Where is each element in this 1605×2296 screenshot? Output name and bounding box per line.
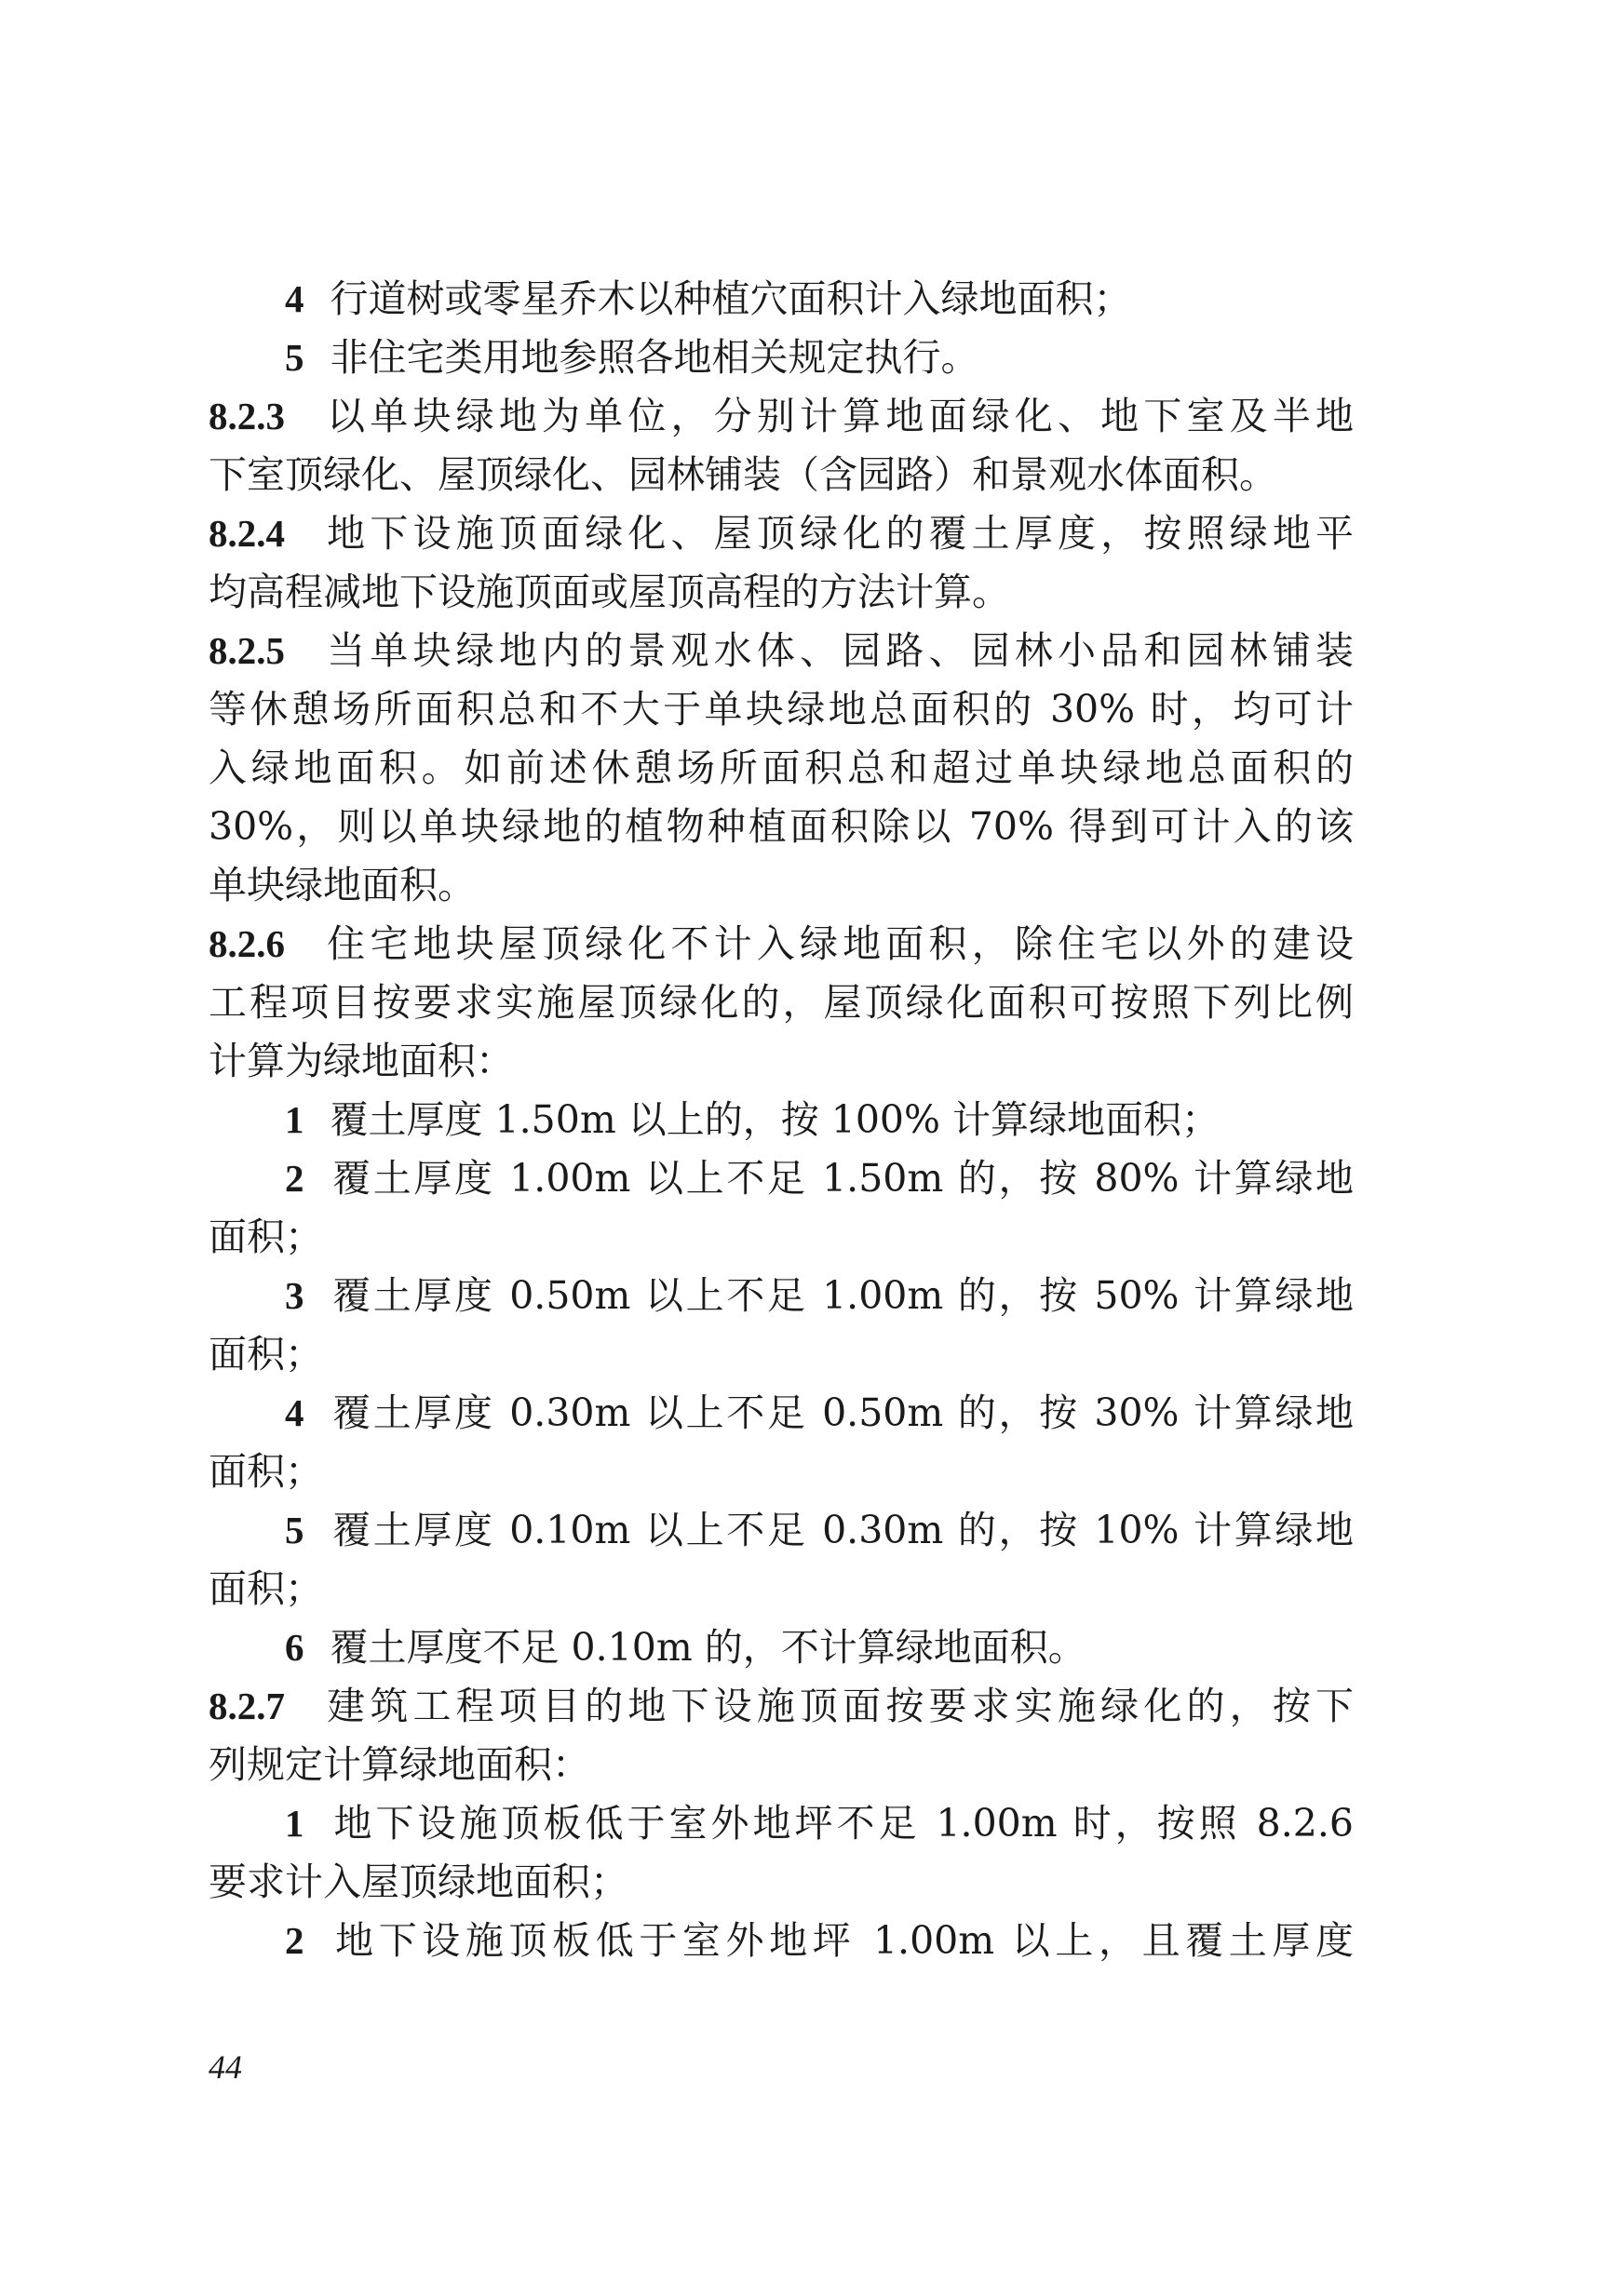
item-line <box>209 1618 1354 1677</box>
text-line <box>209 1032 1354 1091</box>
item-line <box>209 1501 1354 1560</box>
item-text: 行道树或零星乔木以种植穴面积计入绿地面积； <box>330 276 1132 321</box>
item-number: 2 <box>285 1157 304 1200</box>
item-line <box>209 1794 1354 1853</box>
line-text: 要求计入屋顶绿地面积； <box>209 1860 628 1904</box>
text-line <box>209 798 1354 856</box>
text-line <box>209 1443 1354 1501</box>
clause-number: 8.2.6 <box>209 922 285 965</box>
line-text: 面积； <box>209 1566 323 1611</box>
text-line <box>209 739 1354 798</box>
item-number: 4 <box>285 277 304 320</box>
clause-line <box>209 1677 1354 1736</box>
clause-text: 住宅地块屋顶绿化不计入绿地面积，除住宅以外的建设 <box>322 921 1354 966</box>
line-text: 均高程减地下设施顶面或屋顶高程的方法计算。 <box>209 570 1010 614</box>
item-line <box>209 1912 1354 1970</box>
line-text: 工程项目按要求实施屋顶绿化的，屋顶绿化面积可按照下列比例 <box>209 980 1354 1025</box>
text-line <box>209 1736 1354 1794</box>
item-number: 3 <box>285 1274 304 1317</box>
line-text: 面积； <box>209 1449 323 1494</box>
text-line <box>209 680 1354 739</box>
item-text: 非住宅类用地参照各地相关规定执行。 <box>330 335 979 380</box>
line-text: 下室顶绿化、屋顶绿化、园林铺装（含园路）和景观水体面积。 <box>209 452 1277 497</box>
item-number: 4 <box>285 1391 304 1434</box>
clause-number: 8.2.3 <box>209 395 285 437</box>
item-text: 覆土厚度 0.50m 以上不足 1.00m 的，按 50% 计算绿地 <box>330 1273 1354 1318</box>
item-text: 地下设施顶板低于室外地坪不足 1.00m 时，按照 8.2.6 <box>330 1801 1354 1846</box>
line-text: 30%，则以单块绿地的植物种植面积除以 70% 得到可计入的该 <box>209 804 1354 849</box>
line-text: 入绿地面积。如前述休憩场所面积总和超过单块绿地总面积的 <box>209 745 1354 790</box>
text-line <box>209 1208 1354 1267</box>
item-text: 覆土厚度 0.10m 以上不足 0.30m 的，按 10% 计算绿地 <box>330 1508 1354 1552</box>
text-line <box>209 1325 1354 1384</box>
item-line <box>209 329 1354 387</box>
text-line <box>209 563 1354 622</box>
item-text: 地下设施顶板低于室外地坪 1.00m 以上，且覆土厚度 <box>330 1918 1354 1963</box>
item-text: 覆土厚度 1.50m 以上的，按 100% 计算绿地面积； <box>330 1097 1221 1142</box>
item-number: 5 <box>285 336 304 379</box>
clause-line <box>209 504 1354 563</box>
text-line <box>209 973 1354 1032</box>
item-text: 覆土厚度 1.00m 以上不足 1.50m 的，按 80% 计算绿地 <box>330 1156 1354 1201</box>
line-text: 列规定计算绿地面积： <box>209 1742 590 1787</box>
line-text: 面积； <box>209 1332 323 1376</box>
clause-text: 当单块绿地内的景观水体、园路、园林小品和园林铺装 <box>322 628 1354 673</box>
line-text: 单块绿地面积。 <box>209 863 476 907</box>
item-line <box>209 270 1354 329</box>
text-line <box>209 856 1354 915</box>
clause-line <box>209 915 1354 973</box>
clause-text: 以单块绿地为单位，分别计算地面绿化、地下室及半地 <box>322 394 1354 438</box>
clause-text: 建筑工程项目的地下设施顶面按要求实施绿化的，按下 <box>322 1684 1354 1728</box>
item-line <box>209 1267 1354 1325</box>
clause-text: 地下设施顶面绿化、屋顶绿化的覆土厚度，按照绿地平 <box>322 511 1354 556</box>
line-text: 计算为绿地面积： <box>209 1039 514 1083</box>
text-line <box>209 1560 1354 1618</box>
item-line <box>209 1384 1354 1443</box>
text-line <box>209 446 1354 504</box>
line-text: 等休憩场所面积总和不大于单块绿地总面积的 30% 时，均可计 <box>209 687 1354 732</box>
text-line <box>209 1853 1354 1912</box>
item-number: 5 <box>285 1509 304 1551</box>
clause-line <box>209 622 1354 680</box>
item-number: 6 <box>285 1626 304 1669</box>
clause-number: 8.2.7 <box>209 1685 285 1727</box>
document-body <box>209 270 1354 1970</box>
item-number: 1 <box>285 1802 304 1845</box>
item-line <box>209 1091 1354 1149</box>
item-text: 覆土厚度不足 0.10m 的，不计算绿地面积。 <box>330 1625 1086 1670</box>
item-line <box>209 1149 1354 1208</box>
item-text: 覆土厚度 0.30m 以上不足 0.50m 的，按 30% 计算绿地 <box>330 1390 1354 1435</box>
item-number: 2 <box>285 1919 304 1962</box>
clause-number: 8.2.4 <box>209 512 285 555</box>
clause-number: 8.2.5 <box>209 629 285 672</box>
clause-line <box>209 387 1354 446</box>
line-text: 面积； <box>209 1215 323 1259</box>
item-number: 1 <box>285 1098 304 1141</box>
page-number: 44 <box>209 2048 242 2086</box>
